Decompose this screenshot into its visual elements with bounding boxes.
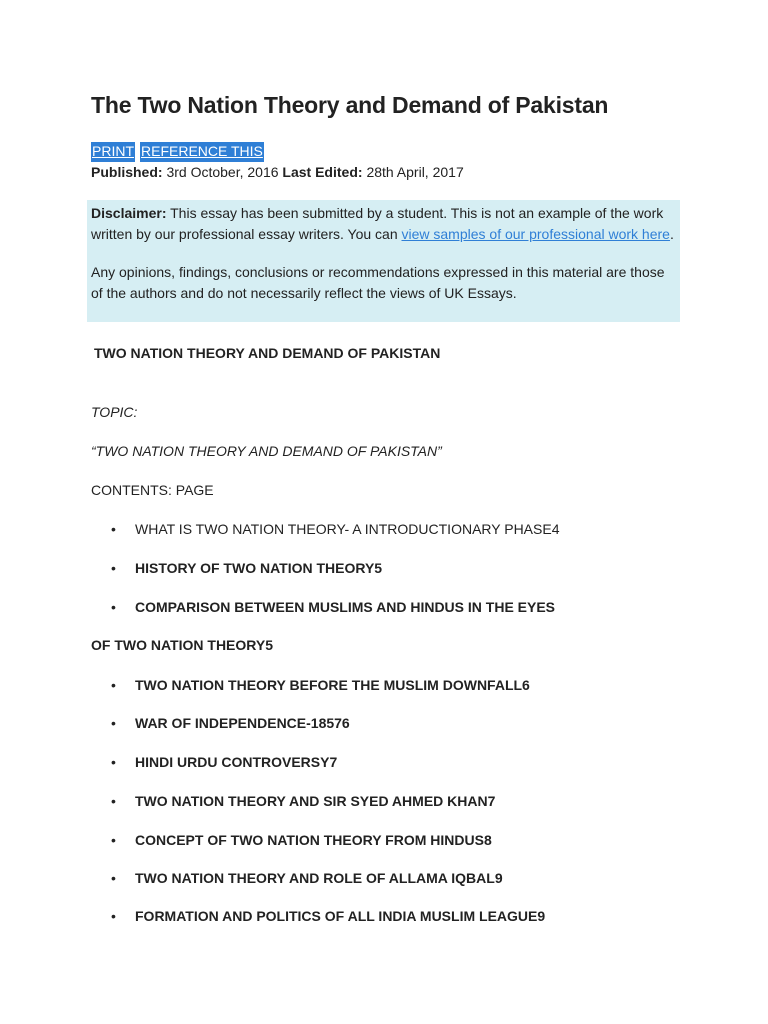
contents-label: CONTENTS: PAGE xyxy=(91,482,214,498)
article-meta xyxy=(91,164,464,180)
published-date: 3rd October, 2016 xyxy=(166,164,279,180)
last-edited-label: Last Edited: xyxy=(282,164,363,180)
list-bullet: • xyxy=(111,870,116,886)
professional-samples-link[interactable]: view samples of our professional work here xyxy=(401,225,670,242)
contents-item: FORMATION AND POLITICS OF ALL INDIA MUSLIM LEAGUE9 xyxy=(135,908,546,924)
contents-item: CONCEPT OF TWO NATION THEORY FROM HINDUS8 xyxy=(135,832,492,848)
contents-item: TWO NATION THEORY AND ROLE OF ALLAMA IQBAL9 xyxy=(135,870,503,886)
list-bullet: • xyxy=(111,521,116,537)
page-title: The Two Nation Theory and Demand of Pakistan xyxy=(91,92,609,118)
contents-item: WAR OF INDEPENDENCE-18576 xyxy=(135,715,350,731)
published-label: Published: xyxy=(91,164,163,180)
disclaimer-period: . xyxy=(669,225,674,242)
contents-continuation: OF TWO NATION THEORY5 xyxy=(91,637,273,653)
list-bullet: • xyxy=(111,754,116,770)
disclaimer-paragraph xyxy=(91,203,676,244)
topic-quote: “TWO NATION THEORY AND DEMAND OF PAKISTAN” xyxy=(91,443,442,459)
list-bullet: • xyxy=(111,715,116,731)
last-edited-date: 28th April, 2017 xyxy=(366,164,464,180)
contents-item: TWO NATION THEORY BEFORE THE MUSLIM DOWNFALL6 xyxy=(135,677,530,693)
contents-item: HINDI URDU CONTROVERSY7 xyxy=(135,754,338,770)
reference-this-button[interactable]: REFERENCE THIS xyxy=(140,142,264,162)
disclaimer-opinions-paragraph: Any opinions, findings, conclusions or recommendations expressed in this material are those of the authors and do not necessarily reflect the views of UK Essays. xyxy=(91,264,665,301)
topic-label: TOPIC: xyxy=(91,404,138,420)
contents-item: WHAT IS TWO NATION THEORY- A INTRODUCTIONARY PHASE4 xyxy=(135,521,560,537)
disclaimer-label: Disclaimer: xyxy=(91,205,167,221)
list-bullet: • xyxy=(111,832,116,848)
article-actions xyxy=(91,142,264,162)
disclaimer-text: This essay has been submitted by a student. This is not an example of the work written by our professional essay writers. You can xyxy=(91,205,664,242)
contents-item: COMPARISON BETWEEN MUSLIMS AND HINDUS IN THE EYES xyxy=(135,599,556,615)
list-bullet: • xyxy=(111,908,116,924)
contents-item: TWO NATION THEORY AND SIR SYED AHMED KHAN7 xyxy=(135,793,496,809)
print-button[interactable]: PRINT xyxy=(91,142,135,162)
list-bullet: • xyxy=(111,560,116,576)
contents-item: HISTORY OF TWO NATION THEORY5 xyxy=(135,560,383,576)
list-bullet: • xyxy=(111,793,116,809)
list-bullet: • xyxy=(111,677,116,693)
disclaimer-box xyxy=(87,200,680,322)
list-bullet: • xyxy=(111,599,116,615)
essay-heading: TWO NATION THEORY AND DEMAND OF PAKISTAN xyxy=(94,345,441,361)
